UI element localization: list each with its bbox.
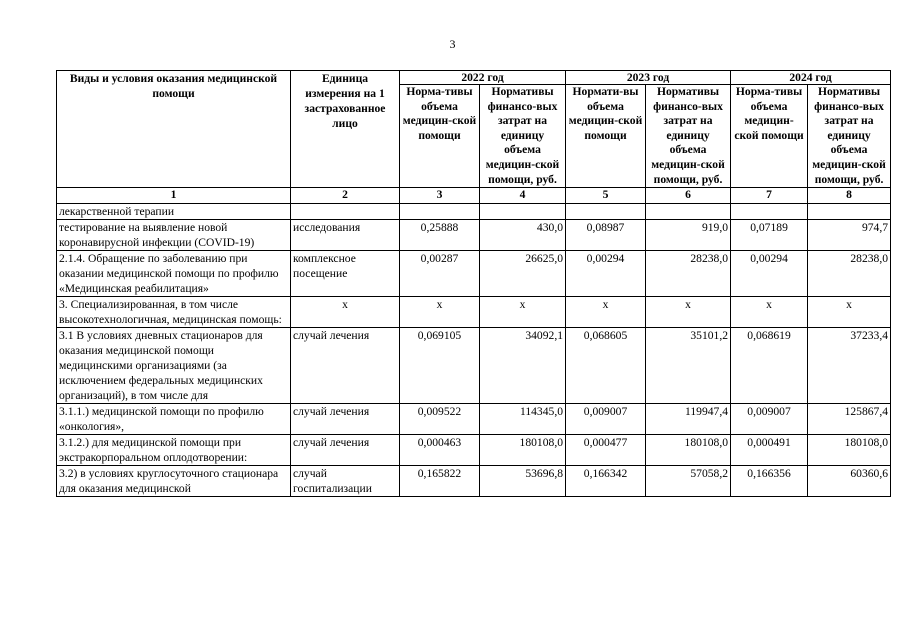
column-number: 1	[57, 188, 291, 204]
row-unit: случай лечения	[291, 328, 400, 404]
row-volume-2023: 0,000477	[566, 435, 646, 466]
row-cost-2024: х	[808, 297, 891, 328]
header-unit: Единица измерения на 1 застрахованное лицо	[291, 71, 400, 188]
column-number-row	[57, 188, 891, 204]
row-unit	[291, 204, 400, 220]
row-volume-2022	[400, 204, 480, 220]
row-cost-2023: 35101,2	[646, 328, 731, 404]
row-volume-2023: 0,068605	[566, 328, 646, 404]
column-number: 3	[400, 188, 480, 204]
table-row	[57, 404, 891, 435]
column-number: 6	[646, 188, 731, 204]
row-volume-2024: 0,07189	[731, 220, 808, 251]
row-volume-2024: 0,009007	[731, 404, 808, 435]
row-volume-2022: 0,25888	[400, 220, 480, 251]
row-cost-2023: 57058,2	[646, 466, 731, 497]
header-year-2024: 2024 год	[731, 71, 891, 85]
row-kind: 3.1 В условиях дневных стационаров для оказания медицинской помощи медицинскими организациями (за исключением федеральных медицинских организаций), в том числе для	[57, 328, 291, 404]
row-cost-2024	[808, 204, 891, 220]
row-volume-2023: 0,166342	[566, 466, 646, 497]
row-cost-2023: 180108,0	[646, 435, 731, 466]
table-row	[57, 328, 891, 404]
row-kind: 3.2) в условиях круглосуточного стационара для оказания медицинской	[57, 466, 291, 497]
row-volume-2024	[731, 204, 808, 220]
header-year-2022: 2022 год	[400, 71, 566, 85]
row-cost-2022: 114345,0	[480, 404, 566, 435]
row-volume-2023	[566, 204, 646, 220]
row-unit: случай лечения	[291, 435, 400, 466]
row-cost-2023: 919,0	[646, 220, 731, 251]
header-volume-2022: Норма-тивы объема медицин-ской помощи	[400, 85, 480, 188]
row-volume-2024: х	[731, 297, 808, 328]
column-number: 2	[291, 188, 400, 204]
row-volume-2022: 0,00287	[400, 251, 480, 297]
row-cost-2022: 53696,8	[480, 466, 566, 497]
row-unit: случай лечения	[291, 404, 400, 435]
header-kind: Виды и условия оказания медицинской помощи	[57, 71, 291, 188]
row-cost-2024: 974,7	[808, 220, 891, 251]
row-cost-2024: 60360,6	[808, 466, 891, 497]
row-cost-2023: 119947,4	[646, 404, 731, 435]
row-cost-2024: 37233,4	[808, 328, 891, 404]
header-cost-2023: Нормативы финансо-вых затрат на единицу объема медицин-ской помощи, руб.	[646, 85, 731, 188]
page-number: 3	[449, 37, 456, 51]
header-year-2023: 2023 год	[566, 71, 731, 85]
row-volume-2022: х	[400, 297, 480, 328]
row-kind: тестирование на выявление новой коронавирусной инфекции (COVID-19)	[57, 220, 291, 251]
row-volume-2024: 0,068619	[731, 328, 808, 404]
table-row	[57, 204, 891, 220]
table-row	[57, 220, 891, 251]
row-kind: 2.1.4. Обращение по заболеванию при оказании медицинской помощи по профилю «Медицинская реабилитация»	[57, 251, 291, 297]
column-number: 7	[731, 188, 808, 204]
column-number: 5	[566, 188, 646, 204]
row-cost-2023: 28238,0	[646, 251, 731, 297]
header-cost-2022: Нормативы финансо-вых затрат на единицу объема медицин-ской помощи, руб.	[480, 85, 566, 188]
row-volume-2023: 0,00294	[566, 251, 646, 297]
normatives-table	[56, 70, 891, 497]
row-volume-2022: 0,000463	[400, 435, 480, 466]
row-cost-2023	[646, 204, 731, 220]
row-cost-2022: х	[480, 297, 566, 328]
row-kind: 3. Специализированная, в том числе высокотехнологичная, медицинская помощь:	[57, 297, 291, 328]
row-unit: х	[291, 297, 400, 328]
row-volume-2023: х	[566, 297, 646, 328]
table-row	[57, 435, 891, 466]
row-unit: случай госпитализации	[291, 466, 400, 497]
row-volume-2024: 0,00294	[731, 251, 808, 297]
row-volume-2022: 0,009522	[400, 404, 480, 435]
row-volume-2023: 0,009007	[566, 404, 646, 435]
table-row	[57, 297, 891, 328]
row-kind: лекарственной терапии	[57, 204, 291, 220]
row-volume-2024: 0,000491	[731, 435, 808, 466]
row-cost-2022: 34092,1	[480, 328, 566, 404]
row-cost-2023: х	[646, 297, 731, 328]
row-volume-2024: 0,166356	[731, 466, 808, 497]
row-cost-2022: 180108,0	[480, 435, 566, 466]
row-kind: 3.1.2.) для медицинской помощи при экстракорпоральном оплодотворении:	[57, 435, 291, 466]
row-volume-2022: 0,165822	[400, 466, 480, 497]
row-unit: исследования	[291, 220, 400, 251]
table-row	[57, 466, 891, 497]
header-cost-2024: Нормативы финансо-вых затрат на единицу объема медицин-ской помощи, руб.	[808, 85, 891, 188]
column-number: 8	[808, 188, 891, 204]
row-volume-2023: 0,08987	[566, 220, 646, 251]
row-cost-2022: 430,0	[480, 220, 566, 251]
row-cost-2022	[480, 204, 566, 220]
header-volume-2023: Нормати-вы объема медицин-ской помощи	[566, 85, 646, 188]
row-kind: 3.1.1.) медицинской помощи по профилю «онкология»,	[57, 404, 291, 435]
column-number: 4	[480, 188, 566, 204]
row-volume-2022: 0,069105	[400, 328, 480, 404]
table-row	[57, 251, 891, 297]
row-cost-2024: 125867,4	[808, 404, 891, 435]
row-cost-2022: 26625,0	[480, 251, 566, 297]
row-unit: комплексное посещение	[291, 251, 400, 297]
header-volume-2024: Норма-тивы объема медицин-ской помощи	[731, 85, 808, 188]
row-cost-2024: 180108,0	[808, 435, 891, 466]
row-cost-2024: 28238,0	[808, 251, 891, 297]
